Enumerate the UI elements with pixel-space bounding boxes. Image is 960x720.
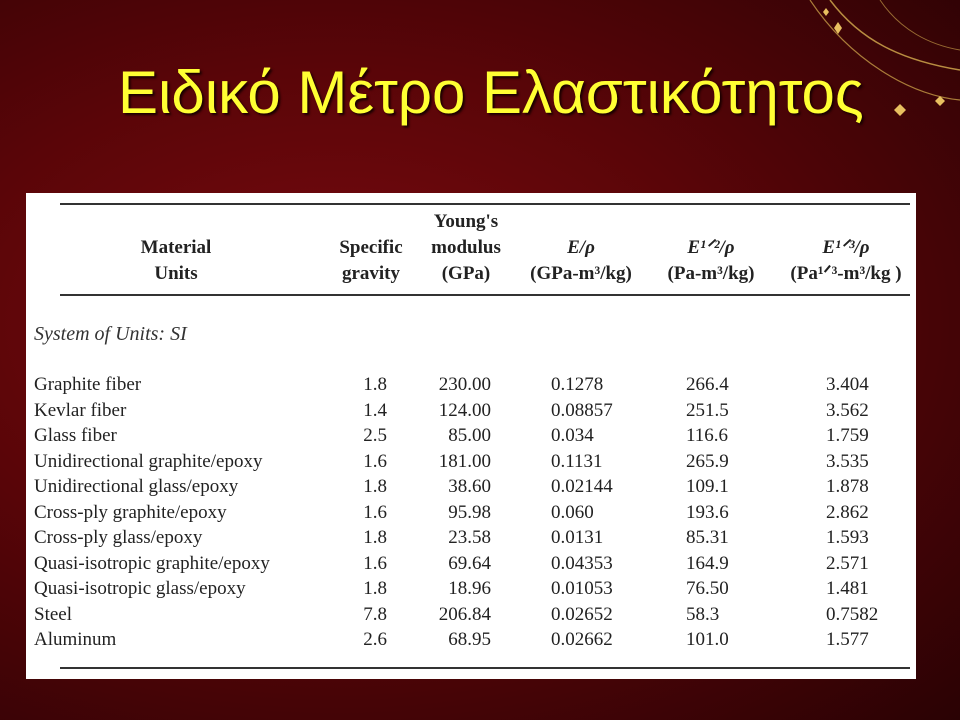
e-half-over-rho-cell: 164.9 <box>686 552 729 574</box>
e-over-rho-cell: 0.02652 <box>551 603 613 625</box>
youngs-modulus-cell: 18.96 <box>448 578 491 599</box>
e-third-over-rho-cell: 1.577 <box>826 629 869 650</box>
table-top-rule <box>60 203 910 205</box>
e-over-rho-cell: 0.060 <box>551 501 594 523</box>
header-youngs-modulus: Young's modulus (GPa) <box>431 211 501 284</box>
youngs-modulus-cell: 95.98 <box>448 501 491 523</box>
youngs-modulus-cell: 68.95 <box>448 629 491 650</box>
e-half-over-rho-cell: 251.5 <box>686 399 729 421</box>
e-over-rho-cell: 0.02662 <box>551 629 613 650</box>
section-label: System of Units: SI <box>34 323 187 345</box>
e-over-rho-cell: 0.08857 <box>551 399 613 421</box>
e-over-rho-cell: 0.02144 <box>551 476 613 497</box>
table-row <box>26 425 916 450</box>
material-cell: Unidirectional glass/epoxy <box>34 476 239 497</box>
youngs-modulus-cell: 206.84 <box>438 603 491 625</box>
material-cell: Aluminum <box>34 629 117 650</box>
table-row <box>26 451 916 476</box>
specific-gravity-cell: 1.8 <box>363 527 387 548</box>
youngs-modulus-cell: 38.60 <box>448 476 491 497</box>
header-material: Material Units <box>140 237 212 284</box>
e-over-rho-cell: 0.1131 <box>551 450 603 472</box>
e-third-over-rho-cell: 0.7582 <box>826 603 879 625</box>
properties-table <box>26 193 916 679</box>
e-third-over-rho-cell: 1.593 <box>826 527 869 548</box>
youngs-modulus-cell: 85.00 <box>448 425 491 446</box>
specific-gravity-cell: 1.4 <box>363 399 387 421</box>
e-over-rho-cell: 0.0131 <box>551 527 604 548</box>
e-third-over-rho-cell: 3.535 <box>826 450 869 472</box>
material-cell: Cross-ply glass/epoxy <box>34 527 203 548</box>
material-cell: Graphite fiber <box>34 374 142 395</box>
table-header-rule <box>60 294 910 296</box>
material-cell: Unidirectional graphite/epoxy <box>34 450 263 472</box>
material-cell: Kevlar fiber <box>34 399 127 421</box>
specific-gravity-cell: 2.6 <box>363 629 387 650</box>
e-half-over-rho-cell: 266.4 <box>686 374 729 395</box>
material-cell: Quasi-isotropic graphite/epoxy <box>34 552 270 574</box>
header-e-over-rho: E/ρ (GPa-m³/kg) <box>530 237 632 284</box>
material-cell: Glass fiber <box>34 425 117 446</box>
table-bottom-rule <box>60 667 910 669</box>
e-half-over-rho-cell: 85.31 <box>686 527 729 548</box>
e-third-over-rho-cell: 2.571 <box>826 552 869 574</box>
e-half-over-rho-cell: 101.0 <box>686 629 729 650</box>
table-row <box>26 502 916 527</box>
table-row <box>26 629 916 654</box>
slide-title: Ειδικό Μέτρο Ελαστικότητος <box>118 59 864 126</box>
e-third-over-rho-cell: 3.562 <box>826 399 869 421</box>
header-e-half-over-rho: E¹ᐟ²/ρ (Pa-m³/kg) <box>667 237 755 284</box>
specific-gravity-cell: 1.8 <box>363 374 387 395</box>
youngs-modulus-cell: 181.00 <box>438 450 491 472</box>
youngs-modulus-cell: 230.00 <box>438 374 491 395</box>
e-over-rho-cell: 0.034 <box>551 425 594 446</box>
table-row <box>26 374 916 399</box>
decorative-star-swirl-icon <box>790 0 960 140</box>
e-third-over-rho-cell: 1.878 <box>826 476 869 497</box>
e-third-over-rho-cell: 2.862 <box>826 501 869 523</box>
e-half-over-rho-cell: 116.6 <box>686 425 729 446</box>
e-over-rho-cell: 0.04353 <box>551 552 613 574</box>
table-row <box>26 553 916 578</box>
specific-gravity-cell: 7.8 <box>363 603 387 625</box>
table-row <box>26 604 916 629</box>
e-half-over-rho-cell: 58.3 <box>686 603 720 625</box>
youngs-modulus-cell: 23.58 <box>448 527 491 548</box>
table-row <box>26 400 916 425</box>
e-half-over-rho-cell: 76.50 <box>686 578 729 599</box>
specific-gravity-cell: 1.8 <box>363 476 387 497</box>
e-third-over-rho-cell: 1.759 <box>826 425 869 446</box>
e-half-over-rho-cell: 265.9 <box>686 450 729 472</box>
specific-gravity-cell: 1.8 <box>363 578 387 599</box>
table-row <box>26 476 916 501</box>
specific-gravity-cell: 1.6 <box>363 501 387 523</box>
e-over-rho-cell: 0.01053 <box>551 578 613 599</box>
e-over-rho-cell: 0.1278 <box>551 374 604 395</box>
header-e-third-over-rho: E¹ᐟ³/ρ (Pa¹ᐟ³-m³/kg ) <box>790 237 902 284</box>
material-cell: Steel <box>34 603 72 625</box>
table-row <box>26 578 916 603</box>
youngs-modulus-cell: 124.00 <box>438 399 491 421</box>
youngs-modulus-cell: 69.64 <box>448 552 491 574</box>
e-half-over-rho-cell: 109.1 <box>686 476 729 497</box>
material-cell: Quasi-isotropic glass/epoxy <box>34 578 246 599</box>
e-half-over-rho-cell: 193.6 <box>686 501 729 523</box>
material-cell: Cross-ply graphite/epoxy <box>34 501 227 523</box>
header-specific-gravity: Specific gravity <box>339 237 403 284</box>
specific-gravity-cell: 2.5 <box>363 425 387 446</box>
e-third-over-rho-cell: 1.481 <box>826 578 869 599</box>
specific-gravity-cell: 1.6 <box>363 552 387 574</box>
e-third-over-rho-cell: 3.404 <box>826 374 869 395</box>
table-row <box>26 527 916 552</box>
specific-gravity-cell: 1.6 <box>363 450 387 472</box>
